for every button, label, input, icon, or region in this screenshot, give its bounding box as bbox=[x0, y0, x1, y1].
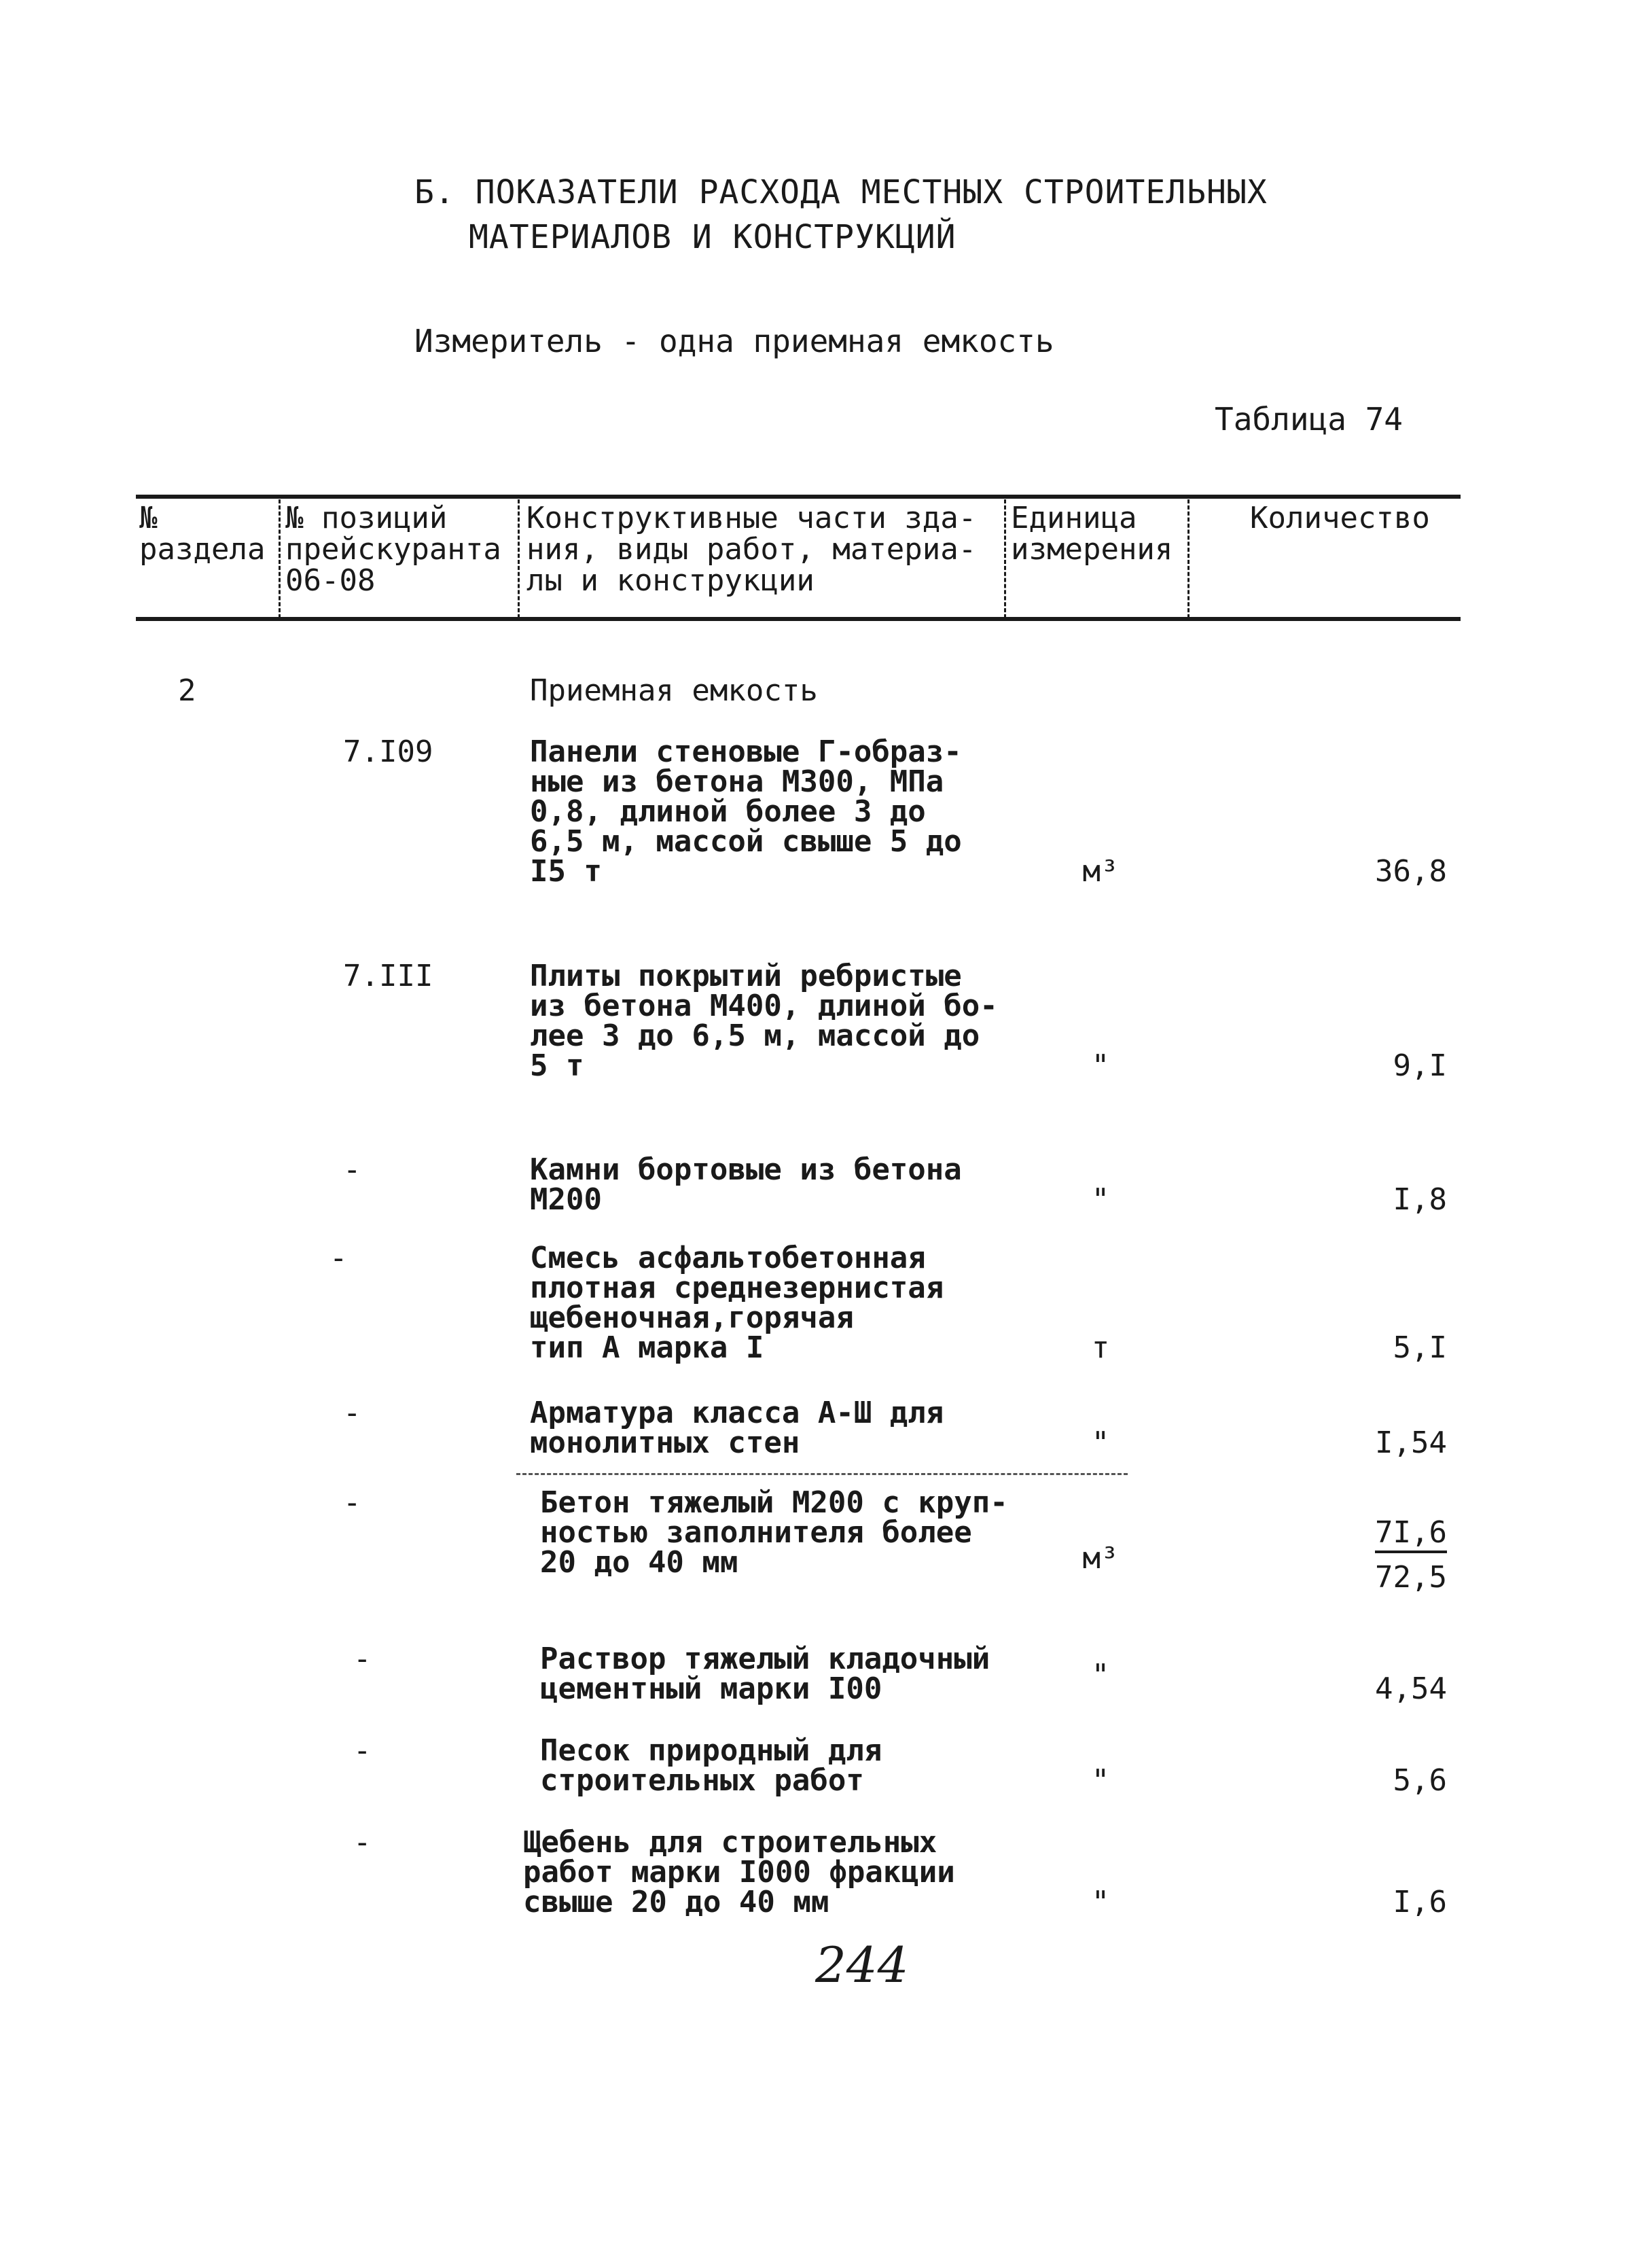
column-divider bbox=[279, 499, 281, 618]
row-position: 7.III bbox=[343, 959, 433, 993]
row-description: Смесь асфальтобетонная плотная среднезернистая щебеночная,горячая тип А марка I bbox=[530, 1241, 944, 1365]
row-quantity: 36,8 bbox=[1375, 854, 1447, 889]
dashed-separator bbox=[516, 1473, 1128, 1475]
document-title bbox=[414, 170, 1268, 260]
row-position: - bbox=[353, 1825, 372, 1860]
row-quantity: I,6 bbox=[1393, 1885, 1447, 1919]
row-quantity: 5,6 bbox=[1393, 1763, 1447, 1798]
page-number: 244 bbox=[815, 1936, 909, 1994]
header-unit: Единица измерения bbox=[1011, 501, 1173, 567]
row-quantity: I,8 bbox=[1393, 1182, 1447, 1217]
row-quantity: 5,I bbox=[1393, 1330, 1447, 1365]
measurement-unit-note: Измеритель - одна приемная емкость bbox=[414, 323, 1054, 359]
row-position: - bbox=[329, 1241, 348, 1275]
row-position: - bbox=[343, 1152, 361, 1187]
table-header-bottom-rule bbox=[136, 617, 1461, 621]
row-unit: м³ bbox=[1082, 1541, 1119, 1576]
row-position: 7.I09 bbox=[343, 734, 433, 769]
row-description: Бетон тяжелый М200 с круп- ностью заполнителя более 20 до 40 мм bbox=[540, 1485, 1008, 1580]
row-description: Песок природный для строительных работ bbox=[540, 1733, 882, 1798]
row-position: - bbox=[343, 1396, 361, 1430]
row-unit: " bbox=[1091, 1048, 1110, 1083]
column-divider bbox=[518, 499, 520, 618]
header-description: Конструктивные части зда- ния, виды работ, материа- лы и конструкции bbox=[526, 501, 977, 598]
row-description: Плиты покрытий ребристые из бетона М400, длиной бо- лее 3 до 6,5 м, массой до 5 т bbox=[530, 959, 998, 1083]
row-description: Щебень для строительных работ марки I000 фракции свыше 20 до 40 мм bbox=[523, 1825, 955, 1919]
row-unit: " bbox=[1091, 1885, 1110, 1919]
row-unit: " bbox=[1091, 1658, 1110, 1693]
row-position: - bbox=[343, 1485, 361, 1520]
section-number: 2 bbox=[178, 673, 196, 708]
row-quantity: I,54 bbox=[1375, 1425, 1447, 1460]
row-quantity-alternate: 72,5 bbox=[1375, 1560, 1447, 1595]
column-divider bbox=[1004, 499, 1006, 618]
row-quantity: 4,54 bbox=[1375, 1671, 1447, 1706]
title-line-2: МАТЕРИАЛОВ И КОНСТРУКЦИЙ bbox=[469, 218, 956, 256]
row-position: - bbox=[353, 1642, 372, 1676]
row-quantity: 7I,6 bbox=[1375, 1518, 1447, 1553]
section-title: Приемная емкость bbox=[530, 673, 818, 708]
row-unit: " bbox=[1091, 1763, 1110, 1798]
table-top-rule bbox=[136, 495, 1461, 499]
header-quantity: Количество bbox=[1250, 501, 1430, 535]
row-unit: т bbox=[1091, 1330, 1110, 1365]
row-unit: м³ bbox=[1082, 854, 1119, 889]
row-unit: " bbox=[1091, 1182, 1110, 1217]
title-line-1: Б. ПОКАЗАТЕЛИ РАСХОДА МЕСТНЫХ СТРОИТЕЛЬНЫХ bbox=[414, 173, 1268, 211]
row-quantity: 9,I bbox=[1393, 1048, 1447, 1083]
row-position: - bbox=[353, 1733, 372, 1768]
row-description: Арматура класса А-Ш для монолитных стен bbox=[530, 1396, 944, 1460]
row-description: Раствор тяжелый кладочный цементный марки I00 bbox=[540, 1642, 990, 1706]
row-description: Камни бортовые из бетона М200 bbox=[530, 1152, 962, 1217]
column-divider bbox=[1187, 499, 1190, 618]
header-price-position: № позиций прейскуранта 06-08 bbox=[285, 501, 501, 598]
row-unit: " bbox=[1091, 1425, 1110, 1460]
row-quantity-fraction bbox=[1291, 1515, 1447, 1595]
table-label: Таблица 74 bbox=[1215, 401, 1403, 438]
header-section-number: № раздела bbox=[139, 501, 266, 567]
row-description: Панели стеновые Г-образ- ные из бетона М300, МПа 0,8, длиной более 3 до 6,5 м, массой свыше 5 до I5 т bbox=[530, 734, 962, 889]
